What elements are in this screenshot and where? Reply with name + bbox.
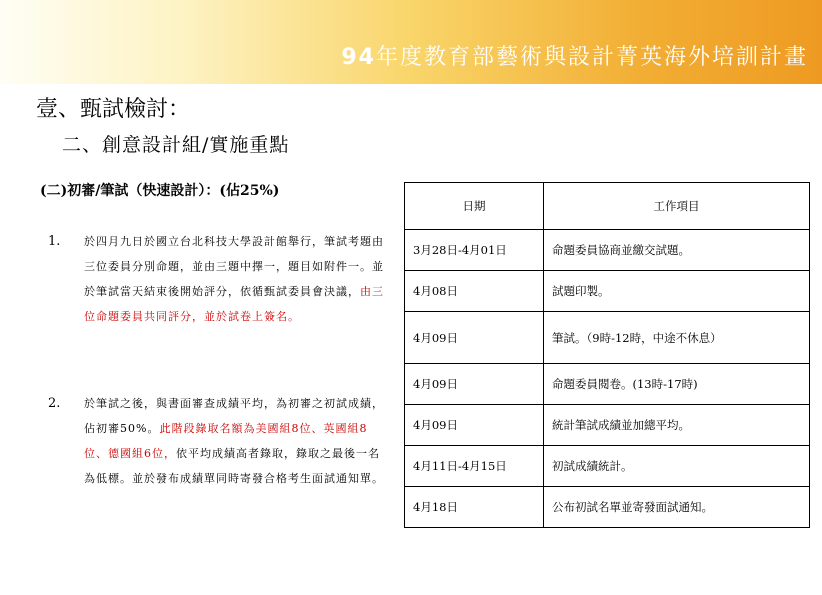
list-item-text <box>84 229 388 329</box>
table-row <box>405 364 810 405</box>
text-segment: 於四月九日於國立台北科技大學設計館舉行，筆試考題由三位委員分別命題，並由三題中擇一，題目如附件一。並於筆試當天結束後開始評分，依循甄試委員會決議， <box>84 235 384 298</box>
header-banner <box>0 0 822 84</box>
cell-date: 4月09日 <box>405 405 544 446</box>
table-row <box>405 487 810 528</box>
highlighted-text-segment: 此階段錄取名額為美國組8位、英國組8位、德國組6位， <box>84 422 368 460</box>
cell-date: 4月09日 <box>405 312 544 364</box>
text-segment: 依平均成績高者錄取，錄取之最後一名為低標。並於發布成績單同時寄發合格考生面試通知單。 <box>84 447 384 485</box>
list-item-number: 2. <box>48 396 61 411</box>
header-date: 日期 <box>405 183 544 230</box>
cell-date: 4月08日 <box>405 271 544 312</box>
cell-date: 4月11日-4月15日 <box>405 446 544 487</box>
list-item-2 <box>48 391 388 491</box>
list-item-number: 1. <box>48 234 61 249</box>
cell-task: 公布初試名單並寄發面試通知。 <box>544 487 810 528</box>
item-section-title: (二)初審/筆試（快速設計）：(佔25%) <box>40 183 280 199</box>
cell-task: 統計筆試成績並加總平均。 <box>544 405 810 446</box>
banner-title <box>341 40 808 71</box>
list-item-text <box>84 391 388 491</box>
section-heading: 壹、甄試檢討： <box>36 97 191 122</box>
cell-date: 3月28日-4月01日 <box>405 230 544 271</box>
list-item-1 <box>48 229 388 329</box>
cell-task: 命題委員閱卷。(13時-17時) <box>544 364 810 405</box>
cell-date: 4月09日 <box>405 364 544 405</box>
highlighted-text-segment: 由三位命題委員共同評分，並於試卷上簽名。 <box>84 285 384 323</box>
cell-task: 初試成績統計。 <box>544 446 810 487</box>
table-row <box>405 446 810 487</box>
table-row <box>405 312 810 364</box>
table-row <box>405 405 810 446</box>
banner-title-number: 94 <box>341 45 376 70</box>
cell-task: 試題印製。 <box>544 271 810 312</box>
text-segment: 於筆試之後，與書面審查成績平均，為初審之初試成績，佔初審50%。 <box>84 397 384 435</box>
header-task: 工作項目 <box>544 183 810 230</box>
cell-task: 命題委員協商並繳交試題。 <box>544 230 810 271</box>
banner-title-text: 年度教育部藝術與設計菁英海外培訓計畫 <box>375 45 808 70</box>
cell-date: 4月18日 <box>405 487 544 528</box>
cell-task: 筆試。（9時-12時，中途不休息） <box>544 312 810 364</box>
table-header-row <box>405 183 810 230</box>
table-row <box>405 230 810 271</box>
subsection-heading: 二、創意設計組/實施重點 <box>62 134 290 156</box>
schedule-table <box>404 182 810 528</box>
table-row <box>405 271 810 312</box>
